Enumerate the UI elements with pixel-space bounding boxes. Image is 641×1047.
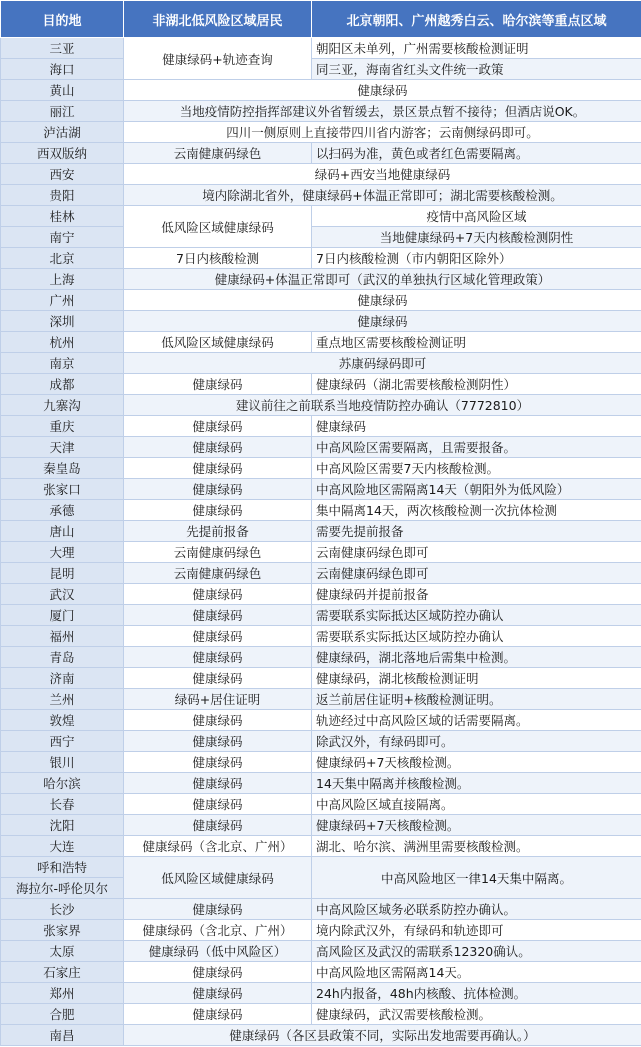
table-row [1, 332, 641, 353]
table-row [1, 38, 641, 59]
city-cell: 深圳 [1, 311, 124, 332]
merged-policy-cell: 绿码+西安当地健康绿码 [124, 164, 641, 185]
city-cell: 南昌 [1, 1025, 124, 1046]
key-area-cell: 云南健康码绿色即可 [312, 542, 641, 563]
merged-policy-cell: 四川一侧原则上直接带四川省内游客；云南侧绿码即可。 [124, 122, 641, 143]
city-cell: 天津 [1, 437, 124, 458]
key-area-cell: 中高风险地区一律14天集中隔离。 [312, 857, 641, 899]
header-row [1, 1, 641, 38]
low-risk-cell: 健康绿码 [124, 1004, 312, 1025]
city-cell: 厦门 [1, 605, 124, 626]
merged-policy-cell: 当地疫情防控指挥部建议外省暂缓去，景区景点暂不接待；但酒店说OK。 [124, 101, 641, 122]
city-cell: 大理 [1, 542, 124, 563]
city-cell: 北京 [1, 248, 124, 269]
table-row [1, 458, 641, 479]
city-cell: 长春 [1, 794, 124, 815]
key-area-cell: 14天集中隔离并核酸检测。 [312, 773, 641, 794]
low-risk-cell: 云南健康码绿色 [124, 542, 312, 563]
low-risk-cell: 健康绿码 [124, 374, 312, 395]
city-cell: 兰州 [1, 689, 124, 710]
city-cell: 泸沽湖 [1, 122, 124, 143]
key-area-cell: 朝阳区未单列，广州需要核酸检测证明 [312, 38, 641, 59]
key-area-cell: 境内除武汉外，有绿码和轨迹即可 [312, 920, 641, 941]
low-risk-cell: 健康绿码（含北京、广州） [124, 836, 312, 857]
low-risk-cell: 健康绿码 [124, 500, 312, 521]
table-row [1, 752, 641, 773]
table-row [1, 668, 641, 689]
low-risk-cell: 低风险区域健康绿码 [124, 857, 312, 899]
low-risk-cell: 健康绿码 [124, 437, 312, 458]
city-cell: 唐山 [1, 521, 124, 542]
table-row [1, 416, 641, 437]
table-row [1, 710, 641, 731]
key-area-cell: 健康绿码并提前报备 [312, 584, 641, 605]
header-low-risk: 非湖北低风险区域居民 [124, 1, 312, 38]
table-row [1, 290, 641, 311]
table-row [1, 983, 641, 1004]
city-cell: 海口 [1, 59, 124, 80]
low-risk-cell: 健康绿码 [124, 752, 312, 773]
city-cell: 杭州 [1, 332, 124, 353]
city-cell: 成都 [1, 374, 124, 395]
low-risk-cell: 健康绿码 [124, 983, 312, 1004]
key-area-cell: 中高风险区域务必联系防控办确认。 [312, 899, 641, 920]
table-row [1, 374, 641, 395]
table-row [1, 185, 641, 206]
city-cell: 广州 [1, 290, 124, 311]
table-row [1, 248, 641, 269]
key-area-cell: 需要先提前报备 [312, 521, 641, 542]
key-area-cell: 集中隔离14天，两次核酸检测一次抗体检测 [312, 500, 641, 521]
city-cell: 九寨沟 [1, 395, 124, 416]
low-risk-cell: 健康绿码 [124, 899, 312, 920]
city-cell: 哈尔滨 [1, 773, 124, 794]
table-row [1, 353, 641, 374]
key-area-cell: 除武汉外，有绿码即可。 [312, 731, 641, 752]
key-area-cell: 云南健康码绿色即可 [312, 563, 641, 584]
key-area-cell: 中高风险区需要7天内核酸检测。 [312, 458, 641, 479]
key-area-cell: 健康绿码 [312, 416, 641, 437]
table-row [1, 626, 641, 647]
city-cell: 武汉 [1, 584, 124, 605]
low-risk-cell: 健康绿码 [124, 668, 312, 689]
city-cell: 南京 [1, 353, 124, 374]
merged-policy-cell: 境内除湖北省外，健康绿码+体温正常即可；湖北需要核酸检测。 [124, 185, 641, 206]
merged-policy-cell: 健康绿码 [124, 290, 641, 311]
key-area-cell: 24h内报备，48h内核酸、抗体检测。 [312, 983, 641, 1004]
key-area-cell: 当地健康绿码+7天内核酸检测阴性 [312, 227, 641, 248]
key-area-cell: 中高风险区域直接隔离。 [312, 794, 641, 815]
key-area-cell: 中高风险地区需隔离14天。 [312, 962, 641, 983]
city-cell: 上海 [1, 269, 124, 290]
low-risk-cell: 云南健康码绿色 [124, 143, 312, 164]
low-risk-cell: 健康绿码 [124, 626, 312, 647]
city-cell: 青岛 [1, 647, 124, 668]
key-area-cell: 需要联系实际抵达区域防控办确认 [312, 605, 641, 626]
city-cell: 重庆 [1, 416, 124, 437]
city-cell: 昆明 [1, 563, 124, 584]
low-risk-cell: 健康绿码 [124, 479, 312, 500]
table-row [1, 164, 641, 185]
table-row [1, 962, 641, 983]
city-cell: 大连 [1, 836, 124, 857]
table-row [1, 794, 641, 815]
city-cell: 海拉尔-呼伦贝尔 [1, 878, 124, 899]
table-row [1, 437, 641, 458]
low-risk-cell: 健康绿码 [124, 710, 312, 731]
table-row [1, 269, 641, 290]
city-cell: 西宁 [1, 731, 124, 752]
low-risk-cell: 健康绿码 [124, 584, 312, 605]
city-cell: 长沙 [1, 899, 124, 920]
city-cell: 西双版纳 [1, 143, 124, 164]
low-risk-cell: 低风险区域健康绿码 [124, 332, 312, 353]
table-row [1, 689, 641, 710]
low-risk-cell: 健康绿码（低中风险区） [124, 941, 312, 962]
key-area-cell: 7日内核酸检测（市内朝阳区除外） [312, 248, 641, 269]
key-area-cell: 轨迹经过中高风险区域的话需要隔离。 [312, 710, 641, 731]
low-risk-cell: 健康绿码+轨迹查询 [124, 38, 312, 80]
key-area-cell: 健康绿码+7天核酸检测。 [312, 815, 641, 836]
merged-policy-cell: 苏康码绿码即可 [124, 353, 641, 374]
city-cell: 南宁 [1, 227, 124, 248]
table-row [1, 773, 641, 794]
city-cell: 太原 [1, 941, 124, 962]
table-row [1, 521, 641, 542]
city-cell: 银川 [1, 752, 124, 773]
table-row [1, 500, 641, 521]
merged-policy-cell: 健康绿码+体温正常即可（武汉的单独执行区域化管理政策） [124, 269, 641, 290]
low-risk-cell: 7日内核酸检测 [124, 248, 312, 269]
table-row [1, 59, 641, 80]
low-risk-cell: 健康绿码 [124, 458, 312, 479]
key-area-cell: 高风险区及武汉的需联系12320确认。 [312, 941, 641, 962]
header-destination: 目的地 [1, 1, 124, 38]
city-cell: 济南 [1, 668, 124, 689]
low-risk-cell: 先提前报备 [124, 521, 312, 542]
city-cell: 桂林 [1, 206, 124, 227]
table-row [1, 206, 641, 227]
table-row [1, 80, 641, 101]
city-cell: 承德 [1, 500, 124, 521]
merged-policy-cell: 健康绿码 [124, 311, 641, 332]
low-risk-cell: 健康绿码 [124, 773, 312, 794]
key-area-cell: 中高风险地区需隔离14天（朝阳外为低风险） [312, 479, 641, 500]
table-row [1, 815, 641, 836]
city-cell: 张家口 [1, 479, 124, 500]
key-area-cell: 同三亚，海南省红头文件统一政策 [312, 59, 641, 80]
table-row [1, 1025, 641, 1046]
table-row [1, 542, 641, 563]
city-cell: 黄山 [1, 80, 124, 101]
table-row [1, 941, 641, 962]
table-row [1, 395, 641, 416]
table-row [1, 857, 641, 878]
merged-policy-cell: 建议前往之前联系当地疫情防控办确认（7772810） [124, 395, 641, 416]
table-row [1, 605, 641, 626]
header-key-area: 北京朝阳、广州越秀白云、哈尔滨等重点区域 [312, 1, 641, 38]
merged-policy-cell: 健康绿码（各区县政策不同，实际出发地需要再确认。） [124, 1025, 641, 1046]
table-row [1, 836, 641, 857]
key-area-cell: 湖北、哈尔滨、满洲里需要核酸检测。 [312, 836, 641, 857]
table-row [1, 311, 641, 332]
key-area-cell: 疫情中高风险区域 [312, 206, 641, 227]
low-risk-cell: 健康绿码 [124, 731, 312, 752]
table-row [1, 647, 641, 668]
city-cell: 三亚 [1, 38, 124, 59]
table-row [1, 899, 641, 920]
low-risk-cell: 绿码+居住证明 [124, 689, 312, 710]
city-cell: 合肥 [1, 1004, 124, 1025]
city-cell: 敦煌 [1, 710, 124, 731]
city-cell: 秦皇岛 [1, 458, 124, 479]
key-area-cell: 返兰前居住证明+核酸检测证明。 [312, 689, 641, 710]
low-risk-cell: 低风险区域健康绿码 [124, 206, 312, 248]
table-row [1, 227, 641, 248]
city-cell: 石家庄 [1, 962, 124, 983]
low-risk-cell: 健康绿码 [124, 815, 312, 836]
key-area-cell: 健康绿码+7天核酸检测。 [312, 752, 641, 773]
key-area-cell: 健康绿码，武汉需要核酸检测。 [312, 1004, 641, 1025]
city-cell: 张家界 [1, 920, 124, 941]
low-risk-cell: 健康绿码 [124, 605, 312, 626]
city-cell: 贵阳 [1, 185, 124, 206]
city-cell: 呼和浩特 [1, 857, 124, 878]
city-cell: 沈阳 [1, 815, 124, 836]
table-row [1, 101, 641, 122]
key-area-cell: 中高风险区需要隔离，且需要报备。 [312, 437, 641, 458]
table-row [1, 122, 641, 143]
city-cell: 郑州 [1, 983, 124, 1004]
table-row [1, 920, 641, 941]
key-area-cell: 健康绿码（湖北需要核酸检测阴性） [312, 374, 641, 395]
table-row [1, 143, 641, 164]
table-row [1, 1004, 641, 1025]
key-area-cell: 健康绿码，湖北核酸检测证明 [312, 668, 641, 689]
city-cell: 丽江 [1, 101, 124, 122]
key-area-cell: 健康绿码，湖北落地后需集中检测。 [312, 647, 641, 668]
low-risk-cell: 健康绿码 [124, 962, 312, 983]
key-area-cell: 以扫码为准，黄色或者红色需要隔离。 [312, 143, 641, 164]
key-area-cell: 重点地区需要核酸检测证明 [312, 332, 641, 353]
merged-policy-cell: 健康绿码 [124, 80, 641, 101]
table-row [1, 563, 641, 584]
low-risk-cell: 云南健康码绿色 [124, 563, 312, 584]
low-risk-cell: 健康绿码 [124, 416, 312, 437]
low-risk-cell: 健康绿码 [124, 647, 312, 668]
low-risk-cell: 健康绿码（含北京、广州） [124, 920, 312, 941]
city-cell: 西安 [1, 164, 124, 185]
table-row [1, 479, 641, 500]
table-row [1, 584, 641, 605]
key-area-cell: 需要联系实际抵达区域防控办确认 [312, 626, 641, 647]
low-risk-cell: 健康绿码 [124, 794, 312, 815]
city-cell: 福州 [1, 626, 124, 647]
table-row [1, 731, 641, 752]
